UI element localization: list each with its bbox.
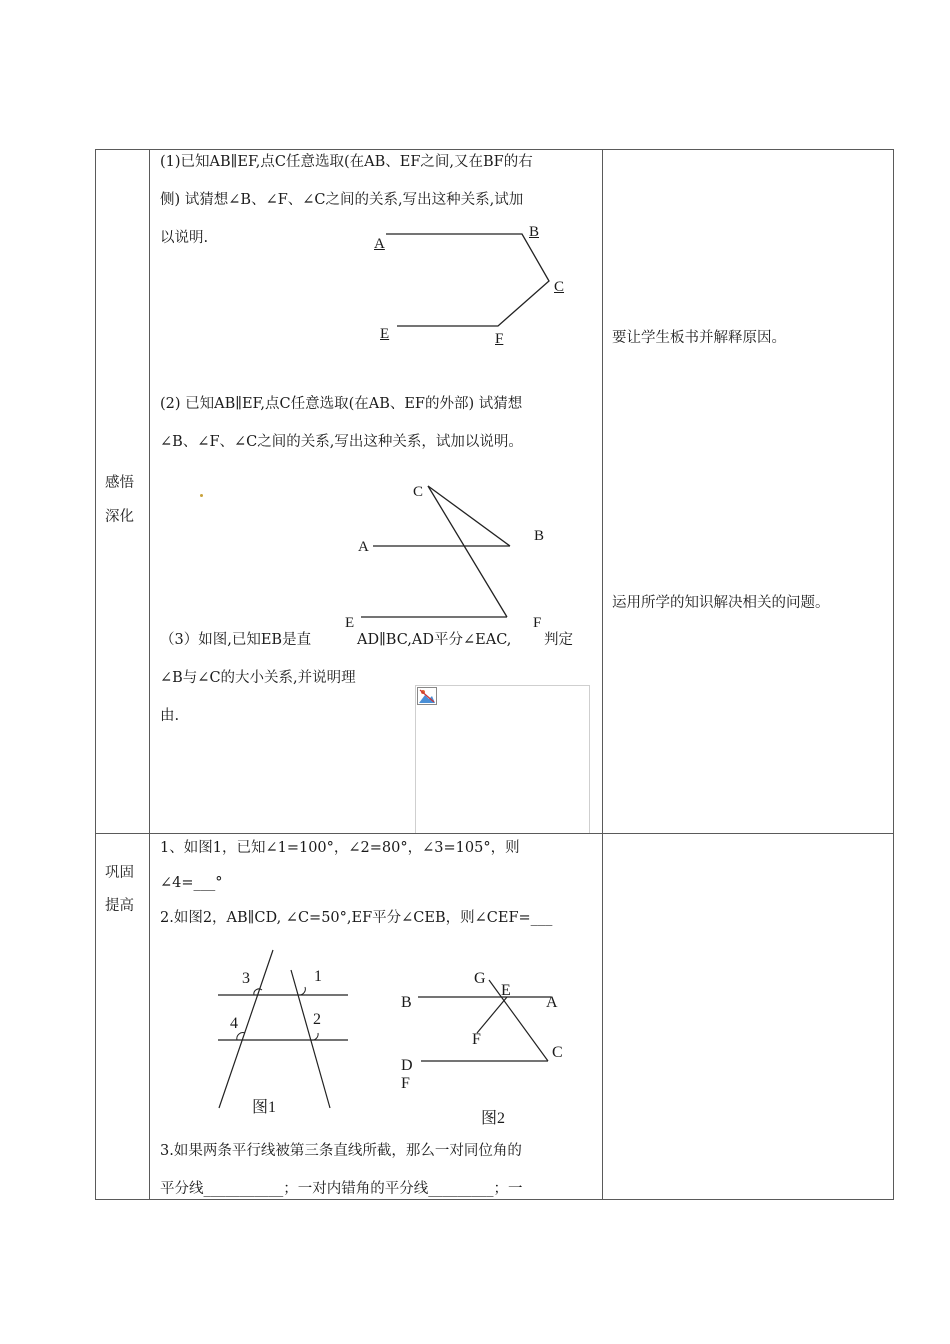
figure-label: A — [358, 539, 369, 555]
point-label: F — [472, 1031, 481, 1048]
point-label: E — [501, 982, 511, 999]
exercise-1-text: ∠4=___° — [160, 875, 223, 891]
point-label: F — [401, 1075, 410, 1092]
angle-label: 4 — [230, 1015, 238, 1032]
question-3-text: （3）如图,已知EB是直 — [160, 632, 312, 648]
point-label: D — [401, 1057, 413, 1074]
exercise-1-text: 1、如图1，已知∠1=100°，∠2=80°，∠3=105°，则 — [160, 840, 520, 856]
angle-label: 1 — [314, 968, 322, 985]
question-1-text: (1)已知AB∥EF,点C任意选取(在AB、EF之间,又在BF的右 — [160, 154, 533, 170]
question-2-text: ∠B、∠F、∠C之间的关系,写出这种关系，试加以说明。 — [160, 434, 523, 450]
figure-label: F — [495, 331, 504, 347]
question-2-text: (2) 已知AB∥EF,点C任意选取(在AB、EF的外部) 试猜想 — [160, 396, 523, 412]
exercise-2-text: 2.如图2，AB∥CD, ∠C=50°,EF平分∠CEB，则∠CEF=___ — [160, 910, 553, 926]
section-label: 巩固 — [105, 865, 134, 881]
figure-label: F — [533, 615, 542, 631]
question-1-text: 侧) 试猜想∠B、∠F、∠C之间的关系,写出这种关系,试加 — [160, 192, 524, 208]
teaching-note: 运用所学的知识解决相关的问题。 — [612, 595, 830, 611]
figure-label: E — [380, 326, 390, 342]
question-3-text: ∠B与∠C的大小关系,并说明理 — [160, 670, 356, 686]
teaching-note: 要让学生板书并解释原因。 — [612, 330, 786, 346]
figure-label: C — [413, 484, 424, 500]
point-label: C — [552, 1044, 563, 1061]
point-label: B — [401, 994, 412, 1011]
figure-label: A — [374, 236, 385, 252]
question-3-text: 判定 — [544, 632, 573, 648]
angle-label: 3 — [242, 970, 250, 987]
section-label: 提高 — [105, 898, 134, 914]
section-label: 感悟 — [105, 475, 134, 491]
point-label: G — [474, 970, 486, 987]
figure-caption: 图2 — [481, 1110, 506, 1127]
figure-caption: 图1 — [252, 1099, 277, 1116]
question-3-text: 由. — [160, 708, 180, 724]
figure-label: C — [554, 279, 565, 295]
point-label: A — [546, 994, 558, 1011]
figure-label: B — [534, 528, 545, 544]
figure-label: B — [529, 224, 540, 240]
figure-label: E — [345, 615, 355, 631]
angle-label: 2 — [313, 1011, 321, 1028]
exercise-3-text: 3.如果两条平行线被第三条直线所截，那么一对同位角的 — [160, 1143, 522, 1159]
question-1-text: 以说明. — [160, 230, 209, 246]
exercise-3-text: 平分线___________；一对内错角的平分线_________；一 — [160, 1181, 523, 1197]
section-label: 深化 — [105, 509, 134, 525]
question-3-text: AD∥BC,AD平分∠EAC, — [357, 632, 512, 648]
